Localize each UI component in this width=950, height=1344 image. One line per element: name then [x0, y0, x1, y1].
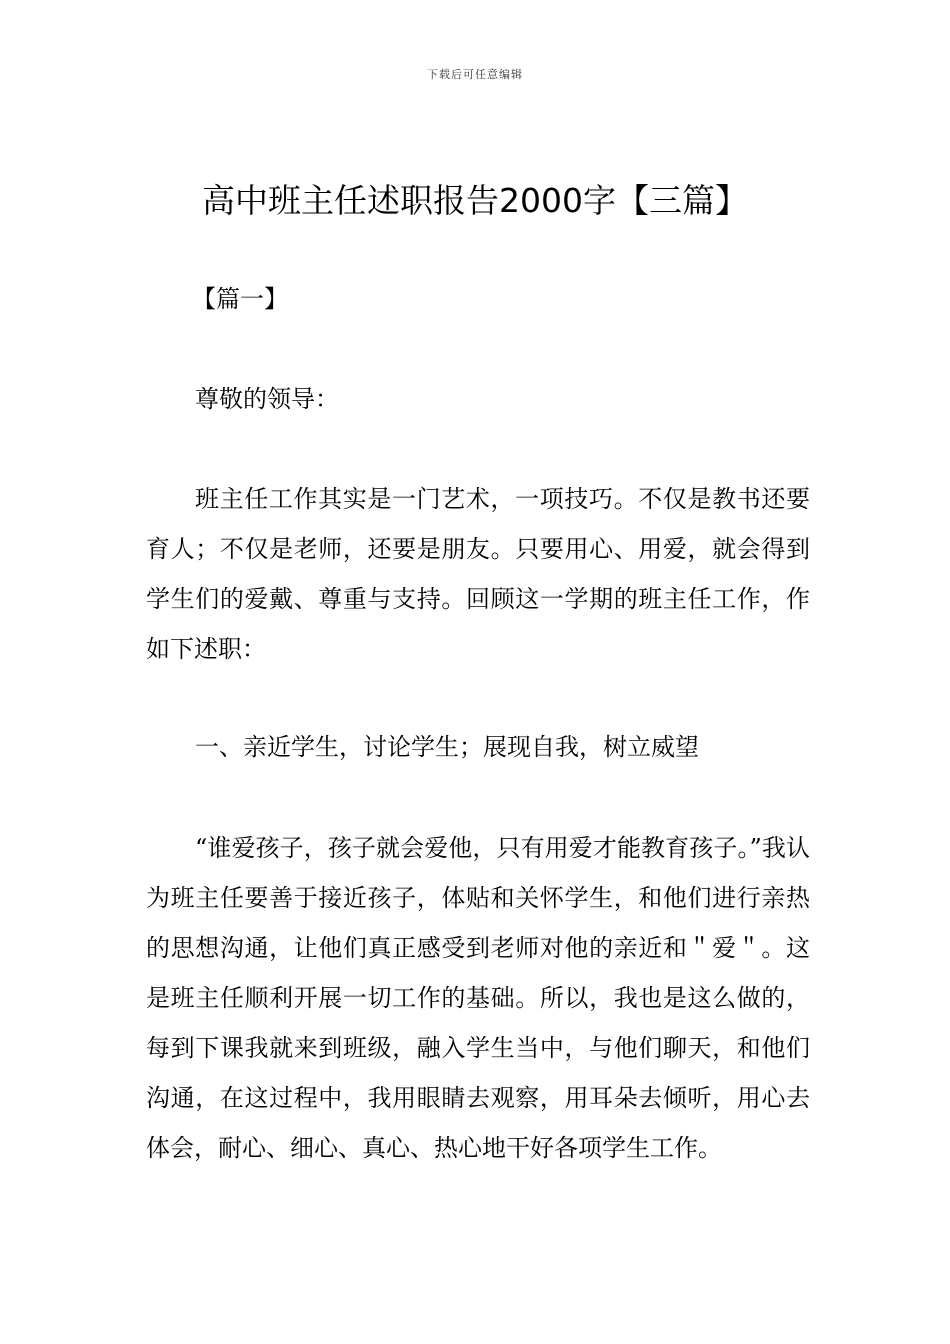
salutation: 尊敬的领导： [195, 385, 339, 413]
paragraph-body: “谁爱孩子，孩子就会爱他，只有用爱才能教育孩子。”我认为班主任要善于接近孩子，体贴和关怀学生，和他们进行亲热的思想沟通，让他们真正感受到老师对他的亲近和＂爱＂。这是班主任顺利开展一切工作的基础。所以，我也是这么做的，每到下课我就来到班级，融入学生当中，与他们聊天，和他们沟通，在这过程中，我用眼睛去观察，用耳朵去倾听，用心去体会，耐心、细心、真心、热心地干好各项学生工作。 [146, 834, 810, 1162]
document-title: 高中班主任述职报告2000字【三篇】 [202, 181, 748, 220]
header-note: 下载后可任意编辑 [427, 68, 523, 81]
paragraph-intro: 班主任工作其实是一门艺术，一项技巧。不仅是教书还要育人；不仅是老师，还要是朋友。只要用心、用爱，就会得到学生们的爱戴、尊重与支持。回顾这一学期的班主任工作，作如下述职： [146, 485, 810, 663]
section-label: 【篇一】 [192, 285, 288, 313]
section-heading: 一、亲近学生，讨论学生；展现自我，树立威望 [195, 733, 699, 761]
